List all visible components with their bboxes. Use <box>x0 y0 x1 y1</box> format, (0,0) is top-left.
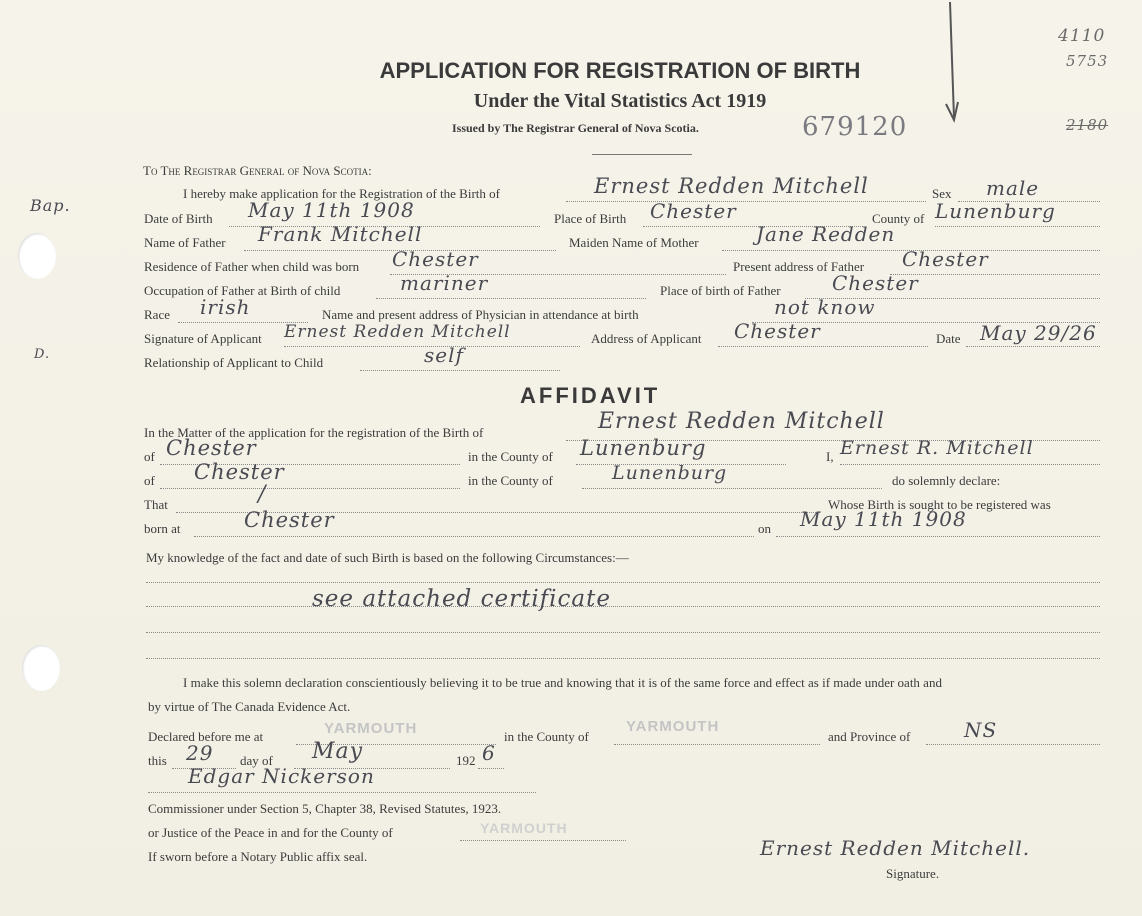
county-field-2: Lunenburg <box>612 462 728 484</box>
month-field: May <box>312 739 364 764</box>
in-county-label-2: in the County of <box>468 473 553 488</box>
applicant-address-label: Address of Applicant <box>591 331 702 346</box>
dob-label: Date of Birth <box>144 211 213 226</box>
occupation-label: Occupation of Father at Birth of child <box>144 283 341 298</box>
justice-label: or Justice of the Peace in and for the County of <box>148 825 393 840</box>
physician-label: Name and present address of Physician in attendance at birth <box>322 307 639 322</box>
applicant-address-field: Chester <box>734 319 821 343</box>
corner-struck-number: 2180 <box>1066 116 1109 134</box>
commissioner-signature: Edgar Nickerson <box>188 764 375 788</box>
residence-field: Chester <box>392 247 479 271</box>
margin-note-d: D. <box>34 347 51 362</box>
physician-field: not know <box>774 295 876 319</box>
day-of-label: day of <box>240 753 273 768</box>
solemnly-label: do solemnly declare: <box>892 473 1001 488</box>
notary-text: If sworn before a Notary Public affix seal. <box>148 849 368 864</box>
header-rule <box>592 154 692 155</box>
issued-by: Issued by The Registrar General of Nova Scotia. <box>452 121 699 135</box>
of-field-1: Chester <box>166 436 257 460</box>
mother-field: Jane Redden <box>756 222 896 246</box>
signature-label: Signature of Applicant <box>144 331 262 346</box>
county-of-label: in the County of <box>504 729 589 744</box>
of-label-1: of <box>144 449 155 464</box>
corner-note-1: 4110 <box>1058 26 1106 46</box>
residence-label: Residence of Father when child was born <box>144 259 360 274</box>
race-field: irish <box>200 295 251 319</box>
county-label: County of <box>872 211 925 226</box>
race-label: Race <box>144 307 170 322</box>
that-mark: / <box>258 482 267 507</box>
place-of-birth-label: Place of Birth <box>554 211 627 226</box>
declared-at-stamp: YARMOUTH <box>324 720 418 737</box>
intro-label: I hereby make application for the Registration of the Birth of <box>183 186 500 201</box>
father-birthplace-field: Chester <box>832 271 919 295</box>
date-label: Date <box>936 331 961 346</box>
occupation-field: mariner <box>400 271 489 295</box>
in-county-label-1: in the County of <box>468 449 553 464</box>
father-field: Frank Mitchell <box>258 222 423 246</box>
of-label-2: of <box>144 473 155 488</box>
punch-hole-top <box>18 233 56 279</box>
mother-label: Maiden Name of Mother <box>569 235 699 250</box>
province-label: and Province of <box>828 729 911 744</box>
county-field: Lunenburg <box>935 199 1056 223</box>
day-field: 29 <box>186 741 214 765</box>
relationship-field: self <box>424 343 464 367</box>
on-label: on <box>758 521 771 536</box>
child-name-field: Ernest Redden Mitchell <box>594 174 869 198</box>
place-of-birth-field: Chester <box>650 199 737 223</box>
knowledge-label: My knowledge of the fact and date of such Birth is based on the following Circumstances:— <box>146 550 629 565</box>
registration-number: 679120 <box>802 112 908 142</box>
present-address-field: Chester <box>902 247 989 271</box>
applicant-signature: Ernest Redden Mitchell <box>284 322 511 342</box>
matter-label: In the Matter of the application for the registration of the Birth of <box>144 425 484 440</box>
declarant-field: Ernest R. Mitchell <box>840 437 1034 459</box>
present-address-label: Present address of Father <box>733 259 865 274</box>
year-prefix: 192 <box>456 753 476 768</box>
form-title: APPLICATION FOR REGISTRATION OF BIRTH <box>379 58 861 83</box>
year-suffix-field: 6 <box>482 741 496 765</box>
affidavit-heading: AFFIDAVIT <box>520 383 661 408</box>
this-label: this <box>148 753 167 768</box>
signature-caption: Signature. <box>886 866 940 881</box>
form-subtitle: Under the Vital Statistics Act 1919 <box>473 90 767 112</box>
born-at-field: Chester <box>244 508 335 532</box>
that-label: That <box>144 497 168 512</box>
i-label: I, <box>826 449 834 464</box>
born-at-label: born at <box>144 521 181 536</box>
county-field-1: Lunenburg <box>580 436 707 460</box>
sex-label: Sex <box>932 186 952 201</box>
declared-county-stamp: YARMOUTH <box>626 718 720 735</box>
declaration-line-1: I make this solemn declaration conscientiously believing it to be true and knowing that it is of the same force and effect as if made under oath and <box>183 675 942 690</box>
justice-county-stamp: YARMOUTH <box>480 820 568 836</box>
father-birthplace-label: Place of birth of Father <box>660 283 781 298</box>
final-signature: Ernest Redden Mitchell. <box>760 836 1031 860</box>
declared-label: Declared before me at <box>148 729 264 744</box>
declaration-line-2: by virtue of The Canada Evidence Act. <box>148 699 351 714</box>
to-registrar-line: To The Registrar General of Nova Scotia: <box>143 163 372 178</box>
application-date-field: May 29/26 <box>980 321 1097 345</box>
margin-note-bap: Bap. <box>30 196 71 215</box>
father-label: Name of Father <box>144 235 226 250</box>
dob-field: May 11th 1908 <box>248 198 415 222</box>
sex-field: male <box>986 176 1040 200</box>
of-field-2: Chester <box>194 460 285 484</box>
punch-hole-bottom <box>22 645 60 691</box>
corner-note-2: 5753 <box>1066 52 1109 70</box>
born-on-field: May 11th 1908 <box>800 507 967 531</box>
whose-birth-label: Whose Birth is sought to be registered was <box>828 497 1051 512</box>
province-field: NS <box>964 718 998 742</box>
relationship-label: Relationship of Applicant to Child <box>144 355 324 370</box>
commissioner-text: Commissioner under Section 5, Chapter 38, Revised Statutes, 1923. <box>148 801 502 816</box>
circumstances-field: see attached certificate <box>312 586 611 612</box>
matter-name-field: Ernest Redden Mitchell <box>598 409 885 434</box>
